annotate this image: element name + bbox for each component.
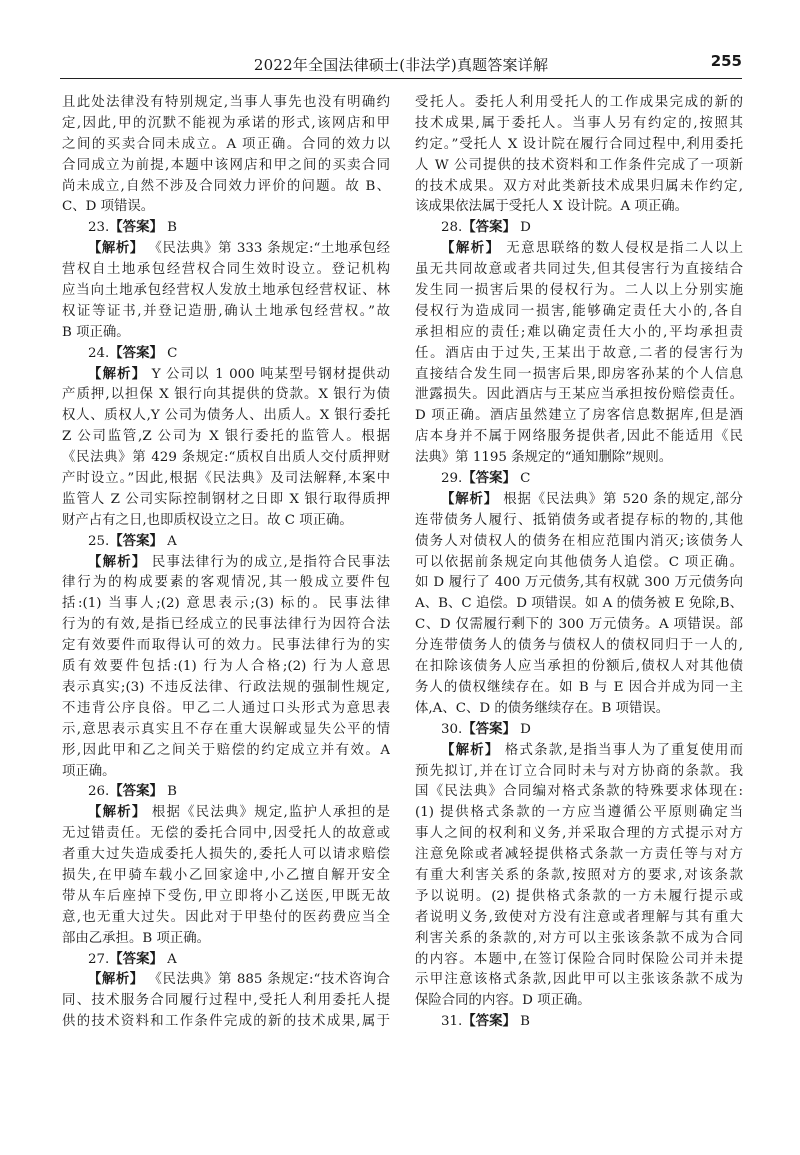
text-line: 事人之间的权利和义务,并采取合理的方式提示对方 <box>415 826 743 842</box>
text-line: D 项正确。酒店虽然建立了房客信息数据库,但是酒 <box>415 408 743 424</box>
text-line: 任。酒店由于过失,王某出于故意,二者的侵害行为 <box>415 345 743 361</box>
text-line: 有重大利害关系的条款,按照对方的要求,对该条款 <box>415 867 743 883</box>
text-line: 营权自土地承包经营权合同生效时设立。登记机构 <box>62 262 390 278</box>
text-line: 23.【答案】 B <box>88 220 177 236</box>
text-line: 【解析】 根据《民法典》规定,监护人承担的是 <box>88 805 390 821</box>
text-line: 【解析】 无意思联络的数人侵权是指二人以上 <box>441 241 743 257</box>
running-title: 2022年全国法律硕士(非法学)真题答案详解 <box>253 56 549 74</box>
text-line: 法典》第 1195 条规定的“通知删除”规则。 <box>415 450 673 466</box>
text-line: 无过错责任。无偿的委托合同中,因受托人的故意或 <box>62 826 390 842</box>
text-line: 者说明义务,致使对方没有注意或者理解与其有重大 <box>415 909 743 925</box>
text-line: 权人、质权人,Y 公司为债务人、出质人。X 银行委托 <box>62 408 390 424</box>
text-line: 泄露损失。因此酒店与王某应当承担按份赔偿责任。 <box>415 387 743 403</box>
text-line: 合同成立为前提,本题中该网店和甲之间的买卖合同 <box>62 157 390 173</box>
text-line: (1) 提供格式条款的一方应当遵循公平原则确定当 <box>415 805 743 821</box>
text-line: 的技术成果。双方对此类新技术成果归属未作约定, <box>415 178 743 194</box>
text-line: 【解析】 根据《民法典》第 520 条的规定,部分 <box>441 491 743 507</box>
text-line: 产质押,以担保 X 银行向其提供的贷款。X 银行为债 <box>62 387 390 403</box>
text-line: 注意免除或者减轻提供格式条款一方责任等与对方 <box>415 847 743 863</box>
text-line: 产时设立。”因此,根据《民法典》及司法解释,本案中 <box>62 471 390 487</box>
text-line: 【解析】 格式条款,是指当事人为了重复使用而 <box>441 742 743 758</box>
text-line: 行为的有效,是指已经成立的民事法律行为因符合法 <box>62 617 390 633</box>
text-line: 不违背公序良俗。甲乙二人通过口头形式为意思表 <box>62 700 390 716</box>
header-rule <box>60 78 742 79</box>
text-line: A、B、C 追偿。D 项错误。如 A 的债务被 E 免除,B、 <box>415 596 743 612</box>
text-line: 直接结合发生同一损害后果,即房客孙某的个人信息 <box>415 366 743 382</box>
text-line: 意,也无重大过失。因此对于甲垫付的医药费应当全 <box>62 909 390 925</box>
text-line: 且此处法律没有特别规定,当事人事先也没有明确约 <box>62 95 390 110</box>
text-line: 保险合同的内容。D 项正确。 <box>415 993 591 1009</box>
text-line: 同、技术服务合同履行过程中,受托人利用委托人提 <box>62 993 390 1009</box>
text-line: 31.【答案】 B <box>441 1014 530 1030</box>
text-line: 者重大过失造成委托人损失的,委托人可以请求赔偿 <box>62 847 390 863</box>
text-line: 连带债务人履行、抵销债务或者提存标的物的,其他 <box>415 512 743 528</box>
text-line: 26.【答案】 B <box>88 784 177 800</box>
text-line: 供的技术资料和工作条件完成的新的技术成果,属于 <box>62 1014 390 1030</box>
text-line: C、D 仅需履行剩下的 300 万元债务。A 项错误。部 <box>415 617 743 633</box>
text-line: 的内容。本题中,在签订保险合同时保险公司并未提 <box>415 951 743 967</box>
text-line: 务人的债权继续存在。如 B 与 E 因合并成为同一主 <box>415 679 743 695</box>
text-line: C、D 项错误。 <box>62 199 155 215</box>
text-line: 《民法典》第 429 条规定:“质权自出质人交付质押财 <box>62 450 390 466</box>
text-line: 受托人。委托人利用受托人的工作成果完成的新的 <box>415 95 743 110</box>
text-line: 示,意思表示真实且不存在重大误解或显失公平的情 <box>62 721 390 737</box>
text-line: 体,A、C、D 的债务继续存在。B 项错误。 <box>415 700 670 716</box>
text-line: 利害关系的条款的,对方可以主张该条款不成为合同 <box>415 930 743 946</box>
text-line: 如 D 履行了 400 万元债务,其有权就 300 万元债务向 <box>415 575 743 591</box>
text-line: 部由乙承担。B 项正确。 <box>62 930 211 946</box>
right-column <box>415 93 743 1033</box>
page-number: 255 <box>710 52 742 70</box>
text-line: 25.【答案】 A <box>88 533 177 549</box>
text-line: 店本身并不属于网络服务提供者,因此不能适用《民 <box>415 429 743 445</box>
text-line: 应当向土地承包经营权人发放土地承包经营权证、林 <box>62 283 390 299</box>
text-line: 项正确。 <box>62 763 116 779</box>
text-line: 权证等证书,并登记造册,确认土地承包经营权。”故 <box>62 303 390 319</box>
text-line: 财产占有之日,也即质权设立之日。故 C 项正确。 <box>62 512 353 528</box>
text-line: 预先拟订,并在订立合同时未与对方协商的条款。我 <box>415 763 743 779</box>
text-line: 带从车后座掉下受伤,甲立即将小乙送医,甲既无故 <box>62 888 390 904</box>
left-column <box>62 93 390 1033</box>
text-line: 国《民法典》合同编对格式条款的特殊要求体现在: <box>415 784 743 800</box>
text-line: 【解析】 《民法典》第 885 条规定:“技术咨询合 <box>88 972 390 988</box>
text-line: 【解析】 民事法律行为的成立,是指符合民事法 <box>88 554 390 570</box>
text-line: 定,因此,甲的沉默不能视为承诺的形式,该网店和甲 <box>62 115 390 131</box>
text-line: 质有效要件包括:(1) 行为人合格;(2) 行为人意思 <box>62 659 390 675</box>
text-line: 括:(1) 当事人;(2) 意思表示;(3) 标的。民事法律 <box>62 596 390 612</box>
page-header <box>60 46 742 76</box>
text-line: 该成果依法属于受托人 X 设计院。A 项正确。 <box>415 199 689 215</box>
text-line: 发生同一损害后果的侵权行为。二人以上分别实施 <box>415 283 743 299</box>
text-line: 侵权行为造成同一损害,能够确定责任大小的,各自 <box>415 303 743 319</box>
text-line: B 项正确。 <box>62 324 130 340</box>
text-line: 28.【答案】 D <box>441 220 531 236</box>
text-line: 承担相应的责任;难以确定责任大小的,平均承担责 <box>415 324 743 340</box>
text-line: 尚未成立,自然不涉及合同效力评价的问题。故 B、 <box>62 178 390 194</box>
text-line: 表示真实;(3) 不违反法律、行政法规的强制性规定, <box>62 679 390 695</box>
text-line: 24.【答案】 C <box>88 345 178 361</box>
text-line: 29.【答案】 C <box>441 471 531 487</box>
text-line: 形,因此甲和乙之间关于赔偿的约定成立并有效。A <box>62 742 390 758</box>
text-line: 在扣除该债务人应当承担的份额后,债权人对其他债 <box>415 659 743 675</box>
text-line: 27.【答案】 A <box>88 951 177 967</box>
text-line: 约定。”受托人 X 设计院在履行合同过程中,利用委托 <box>415 136 743 152</box>
text-line: 债务人对债权人的债务在相应范围内消灭;该债务人 <box>415 533 743 549</box>
text-line: 损失,在甲骑车载小乙回家途中,小乙擅自解开安全 <box>62 867 390 883</box>
text-line: 可以依据前条规定向其他债务人追偿。C 项正确。 <box>415 554 743 570</box>
text-line: 虽无共同故意或者共同过失,但其侵害行为直接结合 <box>415 262 743 278</box>
text-line: 予以说明。(2) 提供格式条款的一方未履行提示或 <box>415 888 743 904</box>
text-line: 定有效要件而取得认可的效力。民事法律行为的实 <box>62 638 390 654</box>
text-line: 30.【答案】 D <box>441 721 531 737</box>
text-line: 【解析】 《民法典》第 333 条规定:“土地承包经 <box>88 241 390 257</box>
text-line: 分连带债务人的债务与债权人的债权同归于一人的, <box>415 638 743 654</box>
text-line: 【解析】 Y 公司以 1 000 吨某型号钢材提供动 <box>88 366 390 382</box>
text-line: Z 公司监管,Z 公司为 X 银行委托的监管人。根据 <box>62 429 390 445</box>
text-line: 律行为的构成要素的客观情况,其一般成立要件包 <box>62 575 390 591</box>
text-line: 示甲注意该格式条款,因此甲可以主张该条款不成为 <box>415 972 743 988</box>
text-line: 之间的买卖合同未成立。A 项正确。合同的效力以 <box>62 136 390 152</box>
text-line: 人 W 公司提供的技术资料和工作条件完成了一项新 <box>415 157 743 173</box>
text-line: 监管人 Z 公司实际控制钢材之日即 X 银行取得质押 <box>62 491 390 507</box>
text-line: 技术成果,属于委托人。当事人另有约定的,按照其 <box>415 115 743 131</box>
